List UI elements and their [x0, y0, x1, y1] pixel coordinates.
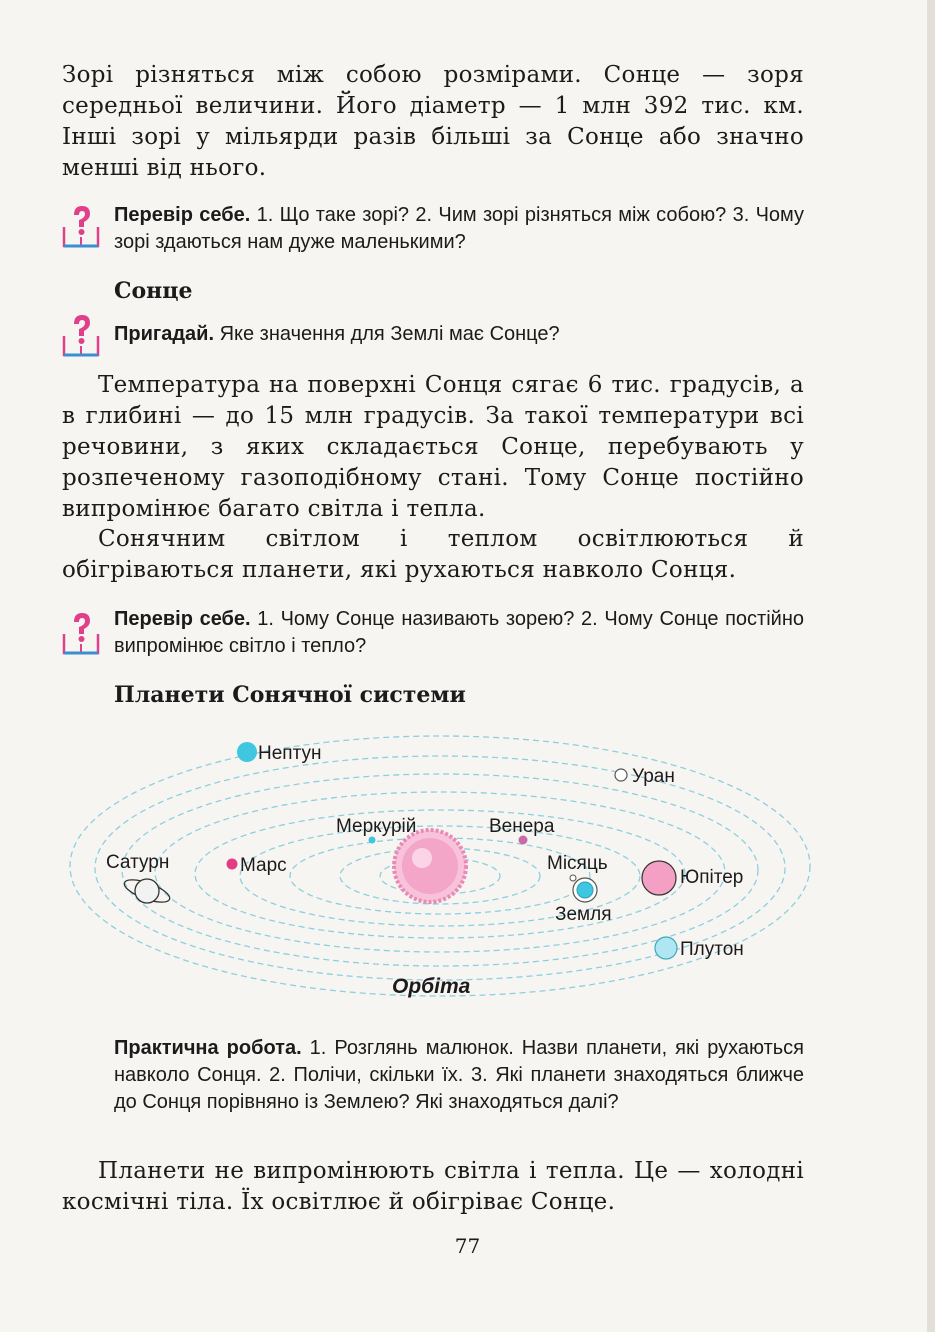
page-number: 77 [454, 1234, 481, 1258]
planet-label-mars: Марс [240, 855, 287, 876]
earth-icon [573, 878, 597, 902]
neptune-icon [237, 742, 257, 762]
planet-label-mercury: Меркурій [336, 816, 417, 837]
pluto-icon [655, 937, 677, 959]
question-book-icon [60, 203, 102, 249]
final-paragraph-text: Планети не випромінюють світла і тепла. Це — холодні космічні тіла. Їх освітлює й обігріває Сонце. [62, 1158, 804, 1215]
page-edge [927, 0, 935, 1332]
recall-label: Пригадай. [114, 323, 215, 345]
check-yourself-2 [114, 606, 804, 660]
planet-label-jupiter: Юпітер [680, 867, 744, 888]
practical-label: Практична робота. [114, 1037, 302, 1059]
check-label: Перевір себе. [114, 608, 251, 630]
orbit-label: Орбіта [392, 975, 471, 998]
planet-label-saturn: Сатурн [106, 852, 170, 873]
check-label: Перевір себе. [114, 204, 251, 226]
uranus-icon [615, 769, 627, 781]
moon-icon [570, 875, 576, 881]
planet-label-moon: Місяць [547, 853, 608, 874]
check-yourself-1 [114, 202, 804, 256]
sun-paragraph-1 [62, 370, 804, 525]
question-book-icon [60, 312, 102, 358]
sun-paragraph-1-text: Температура на поверхні Сонця сягає 6 тис. градусів, а в глибині — до 15 млн градусів. За такої температури всі речовини, з яких складається Сонце, перебувають у розпеченому газоподібному стані. Тому Сонце постійно випромінює багато світла і тепла. [62, 372, 804, 522]
planet-label-neptune: Нептун [258, 743, 322, 764]
sun-paragraph-2-text: Сонячним світлом і теплом освітлюються й обігріваються планети, які рухаються навколо Сонця. [62, 526, 804, 583]
section-title-planets: Планети Сонячної системи [114, 682, 466, 708]
mars-icon [227, 859, 238, 870]
solar-system-diagram [60, 728, 820, 1008]
intro-paragraph: Зорі різняться між собою розмірами. Сонце — зоря середньої величини. Його діаметр — 1 млн 392 тис. км. Інші зорі у мільярди разів більші за Сонце або значно менші від нього. [62, 62, 804, 181]
question-book-icon [60, 610, 102, 656]
planet-label-earth: Земля [555, 904, 612, 925]
sun-icon [394, 830, 466, 902]
section-title-sun: Сонце [114, 278, 193, 304]
planet-label-venus: Венера [489, 816, 555, 837]
jupiter-icon [642, 861, 676, 895]
practical-work [114, 1035, 804, 1116]
planet-label-pluto: Плутон [680, 939, 744, 960]
saturn-icon [122, 875, 173, 906]
recall-question [114, 321, 804, 348]
check-text: 1. Чому Сонце називають зорею? 2. Чому Сонце постійно випромінює світло і тепло? [114, 608, 805, 657]
final-paragraph [62, 1156, 804, 1218]
sun-paragraph-2 [62, 524, 804, 586]
check-text: 1. Що таке зорі? 2. Чим зорі різняться між собою? 3. Чому зорі здаються нам дуже маленькими? [114, 204, 805, 253]
practical-text: 1. Розглянь малюнок. Назви планети, які рухаються навколо Сонця. 2. Полічи, скільки їх. 3. Які планети знаходяться ближче до Сонця порівняно із Землею? Які знаходяться далі? [114, 1037, 804, 1113]
planet-label-uranus: Уран [632, 766, 675, 787]
mercury-icon [369, 837, 376, 844]
recall-text: Яке значення для Землі має Сонце? [214, 323, 560, 345]
